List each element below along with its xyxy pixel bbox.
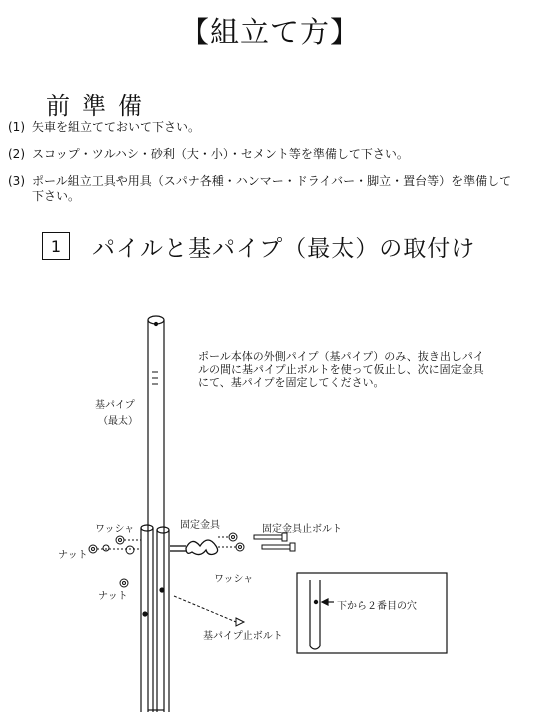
label-fixing-bracket: 固定金具 [180, 520, 220, 531]
bolt-hole [160, 588, 164, 592]
lower-nut [120, 579, 128, 587]
inset-detail [297, 573, 447, 653]
prep-heading: 前準備 [46, 92, 154, 120]
label-nut-left: ナット [58, 550, 88, 561]
left-hardware [89, 536, 141, 554]
page-title: 【組立て方】 [179, 15, 360, 49]
prep-step-number: (2) [8, 147, 25, 161]
label-fixing-bolt: 固定金具止ボルト [262, 524, 342, 535]
fixing-bracket [170, 540, 218, 555]
pile-pipes [141, 525, 169, 712]
bolt-icon [262, 543, 295, 551]
prep-step-text: 矢車を組立てておいて下さい。 [32, 120, 201, 134]
prep-step-text: ポール組立工具や用具（スパナ各種・ハンマー・ドライバー・脚立・置台等）を準備して下さい。 [32, 174, 512, 203]
section-number-box: 1 [42, 232, 70, 260]
base-pipe-stop-bolt [174, 596, 244, 626]
pipe-marks [152, 372, 158, 384]
washer-icon [229, 533, 237, 541]
instruction-note: ポール本体の外側パイプ（基パイプ）のみ、抜き出しパイルの間に基パイプ止ボルトを使って仮止し、次に固定金具にて、基パイプを固定してください。 [198, 350, 484, 389]
right-hardware [218, 533, 295, 551]
label-base-pipe-bolt: 基パイプ止ボルト [203, 631, 283, 642]
washer-icon [236, 543, 244, 551]
base-pipe [148, 316, 164, 712]
bolt-hole [314, 600, 317, 603]
label-nut-lower: ナット [98, 591, 128, 602]
prep-step-text: スコップ・ツルハシ・砂利（大・小）・セメント等を準備して下さい。 [32, 147, 409, 161]
prep-step-number: (3) [8, 174, 25, 188]
washer-icon [116, 536, 124, 544]
section-title: パイルと基パイプ（最太）の取付け [92, 236, 476, 262]
nut-icon [120, 579, 128, 587]
prep-step-number: (1) [8, 120, 25, 134]
label-base-pipe-sub: （最太） [98, 416, 138, 427]
label-base-pipe: 基パイプ [95, 400, 135, 411]
label-washer-left: ワッシャ [95, 524, 135, 535]
bolt-hole [143, 612, 147, 616]
label-washer-right: ワッシャ [214, 574, 254, 585]
label-inset-hole: 下から２番目の穴 [337, 601, 417, 612]
nut-icon [89, 545, 97, 553]
